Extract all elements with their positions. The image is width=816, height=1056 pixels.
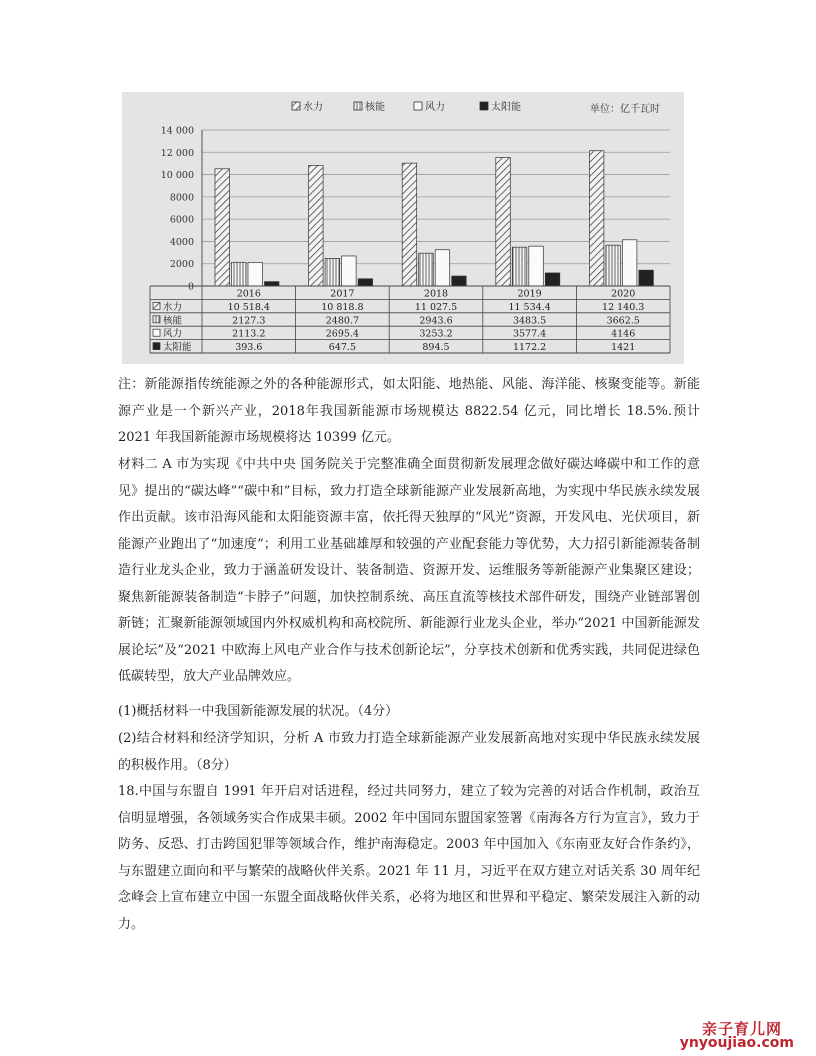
bar-2018-0 [402,163,417,286]
y-tick-label: 2000 [169,259,194,271]
category-label: 2016 [236,288,261,300]
table-value: 4146 [611,328,636,340]
watermark-site-name: 亲子育儿网 [701,1020,782,1038]
y-tick-label: 8000 [169,192,194,204]
table-value: 1421 [611,342,636,354]
table-value: 393.6 [235,342,263,354]
category-label: 2018 [423,288,449,300]
y-tick-label: 0 [187,281,194,293]
bar-2018-2 [435,250,450,286]
bar-2019-3 [545,273,560,286]
bar-2017-3 [358,279,373,286]
table-value: 647.5 [328,342,357,354]
table-value: 2695.4 [325,328,360,340]
question-1: (1)概括材料一中我国新能源发展的状况。（4分） [118,704,399,719]
table-value: 2480.7 [325,315,360,327]
table-value: 3577.4 [512,328,547,340]
bar-2017-2 [342,256,357,286]
bar-2020-1 [606,245,621,286]
energy-chart [122,92,684,364]
table-value: 1172.2 [512,342,547,354]
unit-label: 单位：亿千瓦时 [590,104,660,115]
bar-2016-3 [265,282,280,286]
bar-2019-2 [529,246,544,286]
category-label: 2020 [611,288,636,300]
category-label: 2019 [517,288,542,300]
table-series-label: 太阳能 [163,342,192,354]
table-swatch-3 [153,343,160,350]
y-tick-label: 12 000 [160,147,194,159]
legend-label-1: 核能 [365,102,385,113]
table-value: 10 818.8 [321,301,364,313]
table-value: 2127.3 [232,315,266,327]
table-value: 10 518.4 [227,301,270,313]
bar-2019-0 [496,157,511,286]
legend-swatch-0 [292,102,300,110]
table-value: 11 027.5 [414,301,458,313]
legend-swatch-3 [480,102,488,110]
table-value: 3253.2 [419,328,453,340]
table-value: 2113.2 [232,328,266,340]
bar-2016-1 [232,262,247,286]
bar-2019-1 [512,247,527,286]
bar-2018-1 [419,253,434,286]
chart-note: 注：新能源指传统能源之外的各种能源形式，如太阳能、地热能、风能、海洋能、核聚变能等。新能源产业是一个新兴产业，2018年我国新能源市场规模达 8822.54 亿元，同比增长 18.5%.预计 2021 年我国新能源市场规模将达 10399 亿元。 [118,377,700,445]
table-series-label: 核能 [163,315,183,327]
table-value: 3483.5 [512,315,547,327]
table-value: 3662.5 [606,315,640,327]
table-series-label: 风力 [163,328,183,340]
y-tick-label: 14 000 [160,125,194,137]
legend-swatch-2 [414,102,422,110]
legend-label-0: 水力 [303,102,323,113]
table-value: 2943.6 [419,315,453,327]
table-swatch-2 [153,329,160,336]
question-2: (2)结合材料和经济学知识，分析 A 市致力打造全球新能源产业发展新高地对实现中华民族永续发展的积极作用。（8分） [118,731,700,773]
bar-2017-0 [309,165,324,286]
legend-label-2: 风力 [425,102,445,113]
bar-2020-3 [639,270,654,286]
category-label: 2017 [330,288,355,300]
table-swatch-0 [153,302,160,309]
y-tick-label: 10 000 [160,170,194,182]
bar-2016-2 [248,262,263,286]
bar-2016-0 [215,169,230,286]
table-swatch-1 [153,316,160,323]
table-value: 12 140.3 [602,301,645,313]
bar-2020-2 [622,240,637,286]
question-18: 18.中国与东盟自 1991 年开启对话进程，经过共同努力，建立了较为完善的对话合作机制，政治互信明显增强，各领域务实合作成果丰硕。2002 年中国同东盟国家签署《南海各方行为宣言》，致力于防务、反恐、打击跨国犯罪等领域合作，维护南海稳定。2003 年中国加入《东南亚友好合作条约》，与东盟建立面向和平与繁荣的战略伙伴关系。2021 年 11 月，习近平在双方建立对话关系 30 周年纪念峰会上宣布建立中国一东盟全面战略伙伴关系，必将为地区和世界和平稳定、繁荣发展注入新的动力。 [118,784,700,932]
y-tick-label: 4000 [169,236,194,248]
material-two: 材料二 A 市为实现《中共中央 国务院关于完整准确全面贯彻新发展理念做好碳达峰碳中和工作的意见》提出的“碳达峰”“碳中和”目标，致力打造全球新能源产业发展新高地，为实现中华民族永续发展作出贡献。该市沿海风能和太阳能资源丰富，依托得天独厚的“风光”资源，开发风电、光伏项目，新能源产业跑出了“加速度”；利用工业基础雄厚和较强的产业配套能力等优势，大力招引新能源装备制造行业龙头企业，致力于涵盖研发设计、装备制造、资源开发、运维服务等新能源产业集聚区建设；聚焦新能源装备制造“卡脖子”问题，加快控制系统、高压直流等核技术部件研发，围绕产业链部署创新链；汇聚新能源领域国内外权威机构和高校院所、新能源行业龙头企业，举办“2021 中国新能源发展论坛”及“2021 中欧海上风电产业合作与技术创新论坛”，分享技术创新和优秀实践，共同促进绿色低碳转型，放大产业品牌效应。 [118,457,700,684]
legend-swatch-1 [354,102,362,110]
table-series-label: 水力 [163,301,183,313]
y-tick-label: 6000 [169,214,194,226]
bar-2017-1 [325,258,340,286]
chart-svg [122,92,684,364]
table-value: 11 534.4 [508,301,551,313]
table-value: 894.5 [422,342,450,354]
bar-2018-3 [452,276,467,286]
legend-label-3: 太阳能 [491,102,521,113]
bar-2020-0 [589,151,604,286]
watermark-url: ynyoujiao.com [679,1035,794,1051]
